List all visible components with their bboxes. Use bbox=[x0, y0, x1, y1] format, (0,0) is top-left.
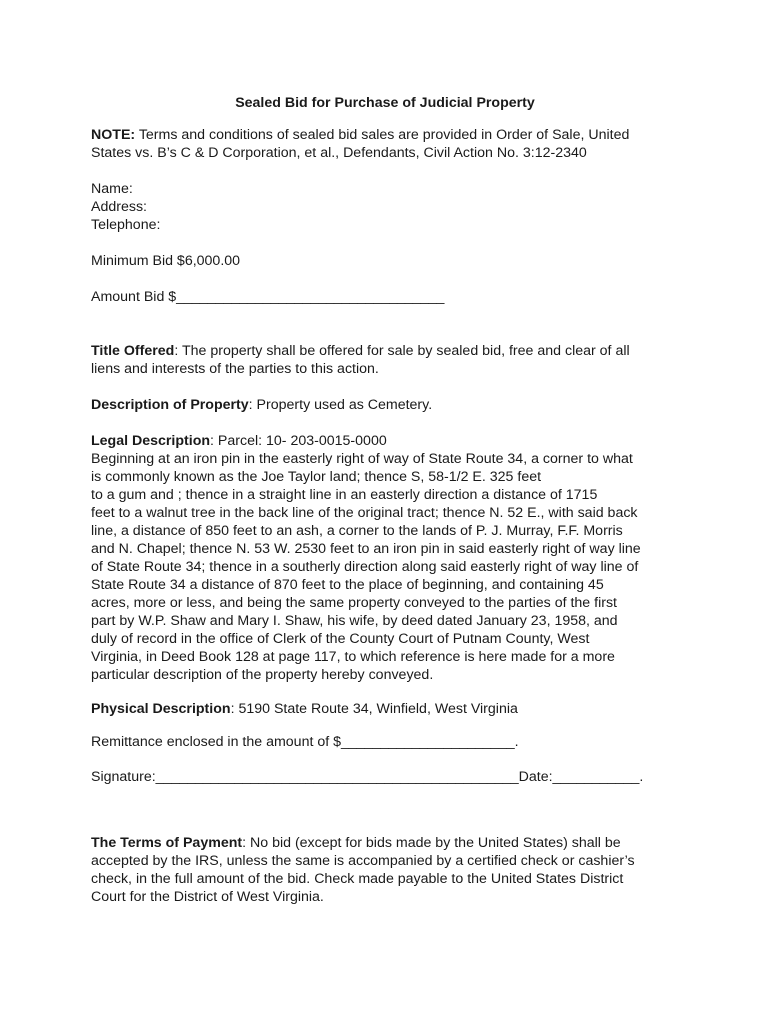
contact-section bbox=[91, 180, 691, 234]
remittance-section bbox=[91, 733, 691, 751]
terms-line: check, in the full amount of the bid. Check made payable to the United States District bbox=[91, 871, 624, 887]
terms-of-payment-label: The Terms of Payment bbox=[91, 835, 243, 851]
legal-line: to a gum and ; thence in a straight line in an easterly direction a distance of 1715 bbox=[91, 487, 598, 503]
physical-description-label: Physical Description bbox=[91, 701, 231, 717]
legal-description-section bbox=[91, 432, 691, 684]
note-label: NOTE: bbox=[91, 127, 136, 143]
description-text: : Property used as Cemetery. bbox=[248, 397, 433, 413]
minimum-bid bbox=[91, 252, 691, 270]
title-offered-text-line-2: liens and interests of the parties to this action. bbox=[91, 361, 379, 377]
legal-line: line, a distance of 850 feet to an ash, a corner to the lands of P. J. Murray, F.F. Morris bbox=[91, 523, 623, 539]
document-title: Sealed Bid for Purchase of Judicial Property bbox=[235, 95, 535, 111]
address-field-label: Address: bbox=[91, 199, 147, 215]
legal-line: Beginning at an iron pin in the easterly right of way of State Route 34, a corner to what bbox=[91, 451, 633, 467]
legal-line: acres, more or less, and being the same property conveyed to the parties of the first bbox=[91, 595, 617, 611]
title-offered-label: Title Offered bbox=[91, 343, 175, 359]
minimum-bid-text: Minimum Bid $6,000.00 bbox=[91, 253, 241, 269]
terms-line: accepted by the IRS, unless the same is accompanied by a certified check or cashier’s bbox=[91, 853, 635, 869]
legal-line: is commonly known as the Joe Taylor land; thence S, 58-1/2 E. 325 feet bbox=[91, 469, 542, 485]
amount-bid-field: Amount Bid $__________________________________ bbox=[91, 289, 445, 305]
legal-line: of State Route 34; thence in a southerly direction along said easterly right of way line of bbox=[91, 559, 639, 575]
legal-line: part by W.P. Shaw and Mary I. Shaw, his wife, by deed dated January 23, 1958, and bbox=[91, 613, 618, 629]
note-section bbox=[91, 126, 691, 162]
legal-line: and N. Chapel; thence N. 53 W. 2530 feet to an iron pin in said easterly right of way line bbox=[91, 541, 641, 557]
remittance-field: Remittance enclosed in the amount of $______________________. bbox=[91, 734, 519, 750]
legal-description-label: Legal Description bbox=[91, 433, 211, 449]
terms-of-payment-section bbox=[91, 834, 691, 906]
amount-bid bbox=[91, 288, 691, 306]
note-text-line-2: States vs. B’s C & D Corporation, et al., Defendants, Civil Action No. 3:12-2340 bbox=[91, 145, 587, 161]
title-offered-text-line-1: : The property shall be offered for sale by sealed bid, free and clear of all bbox=[174, 343, 630, 359]
legal-line: feet to a walnut tree in the back line of the original tract; thence N. 52 E., with said back bbox=[91, 505, 638, 521]
legal-parcel-text: : Parcel: 10- 203-0015-0000 bbox=[210, 433, 387, 449]
terms-text-line-1: : No bid (except for bids made by the United States) shall be bbox=[242, 835, 621, 851]
terms-line: Court for the District of West Virginia. bbox=[91, 889, 324, 905]
description-section bbox=[91, 396, 691, 414]
name-field-label: Name: bbox=[91, 181, 133, 197]
physical-description-text: : 5190 State Route 34, Winfield, West Virginia bbox=[230, 701, 518, 717]
legal-line: particular description of the property hereby conveyed. bbox=[91, 667, 434, 683]
legal-line: Virginia, in Deed Book 128 at page 117, to which reference is here made for a more bbox=[91, 649, 615, 665]
title-offered-section bbox=[91, 342, 691, 378]
note-text-line-1: Terms and conditions of sealed bid sales are provided in Order of Sale, United bbox=[135, 127, 630, 143]
signature-date-field: Signature:______________________________________________Date:___________. bbox=[91, 769, 644, 785]
physical-description-section bbox=[91, 700, 691, 718]
telephone-field-label: Telephone: bbox=[91, 217, 161, 233]
signature-section bbox=[91, 768, 691, 786]
description-label: Description of Property bbox=[91, 397, 249, 413]
legal-line: State Route 34 a distance of 870 feet to the place of beginning, and containing 45 bbox=[91, 577, 604, 593]
legal-line: duly of record in the office of Clerk of the County Court of Putnam County, West bbox=[91, 631, 590, 647]
